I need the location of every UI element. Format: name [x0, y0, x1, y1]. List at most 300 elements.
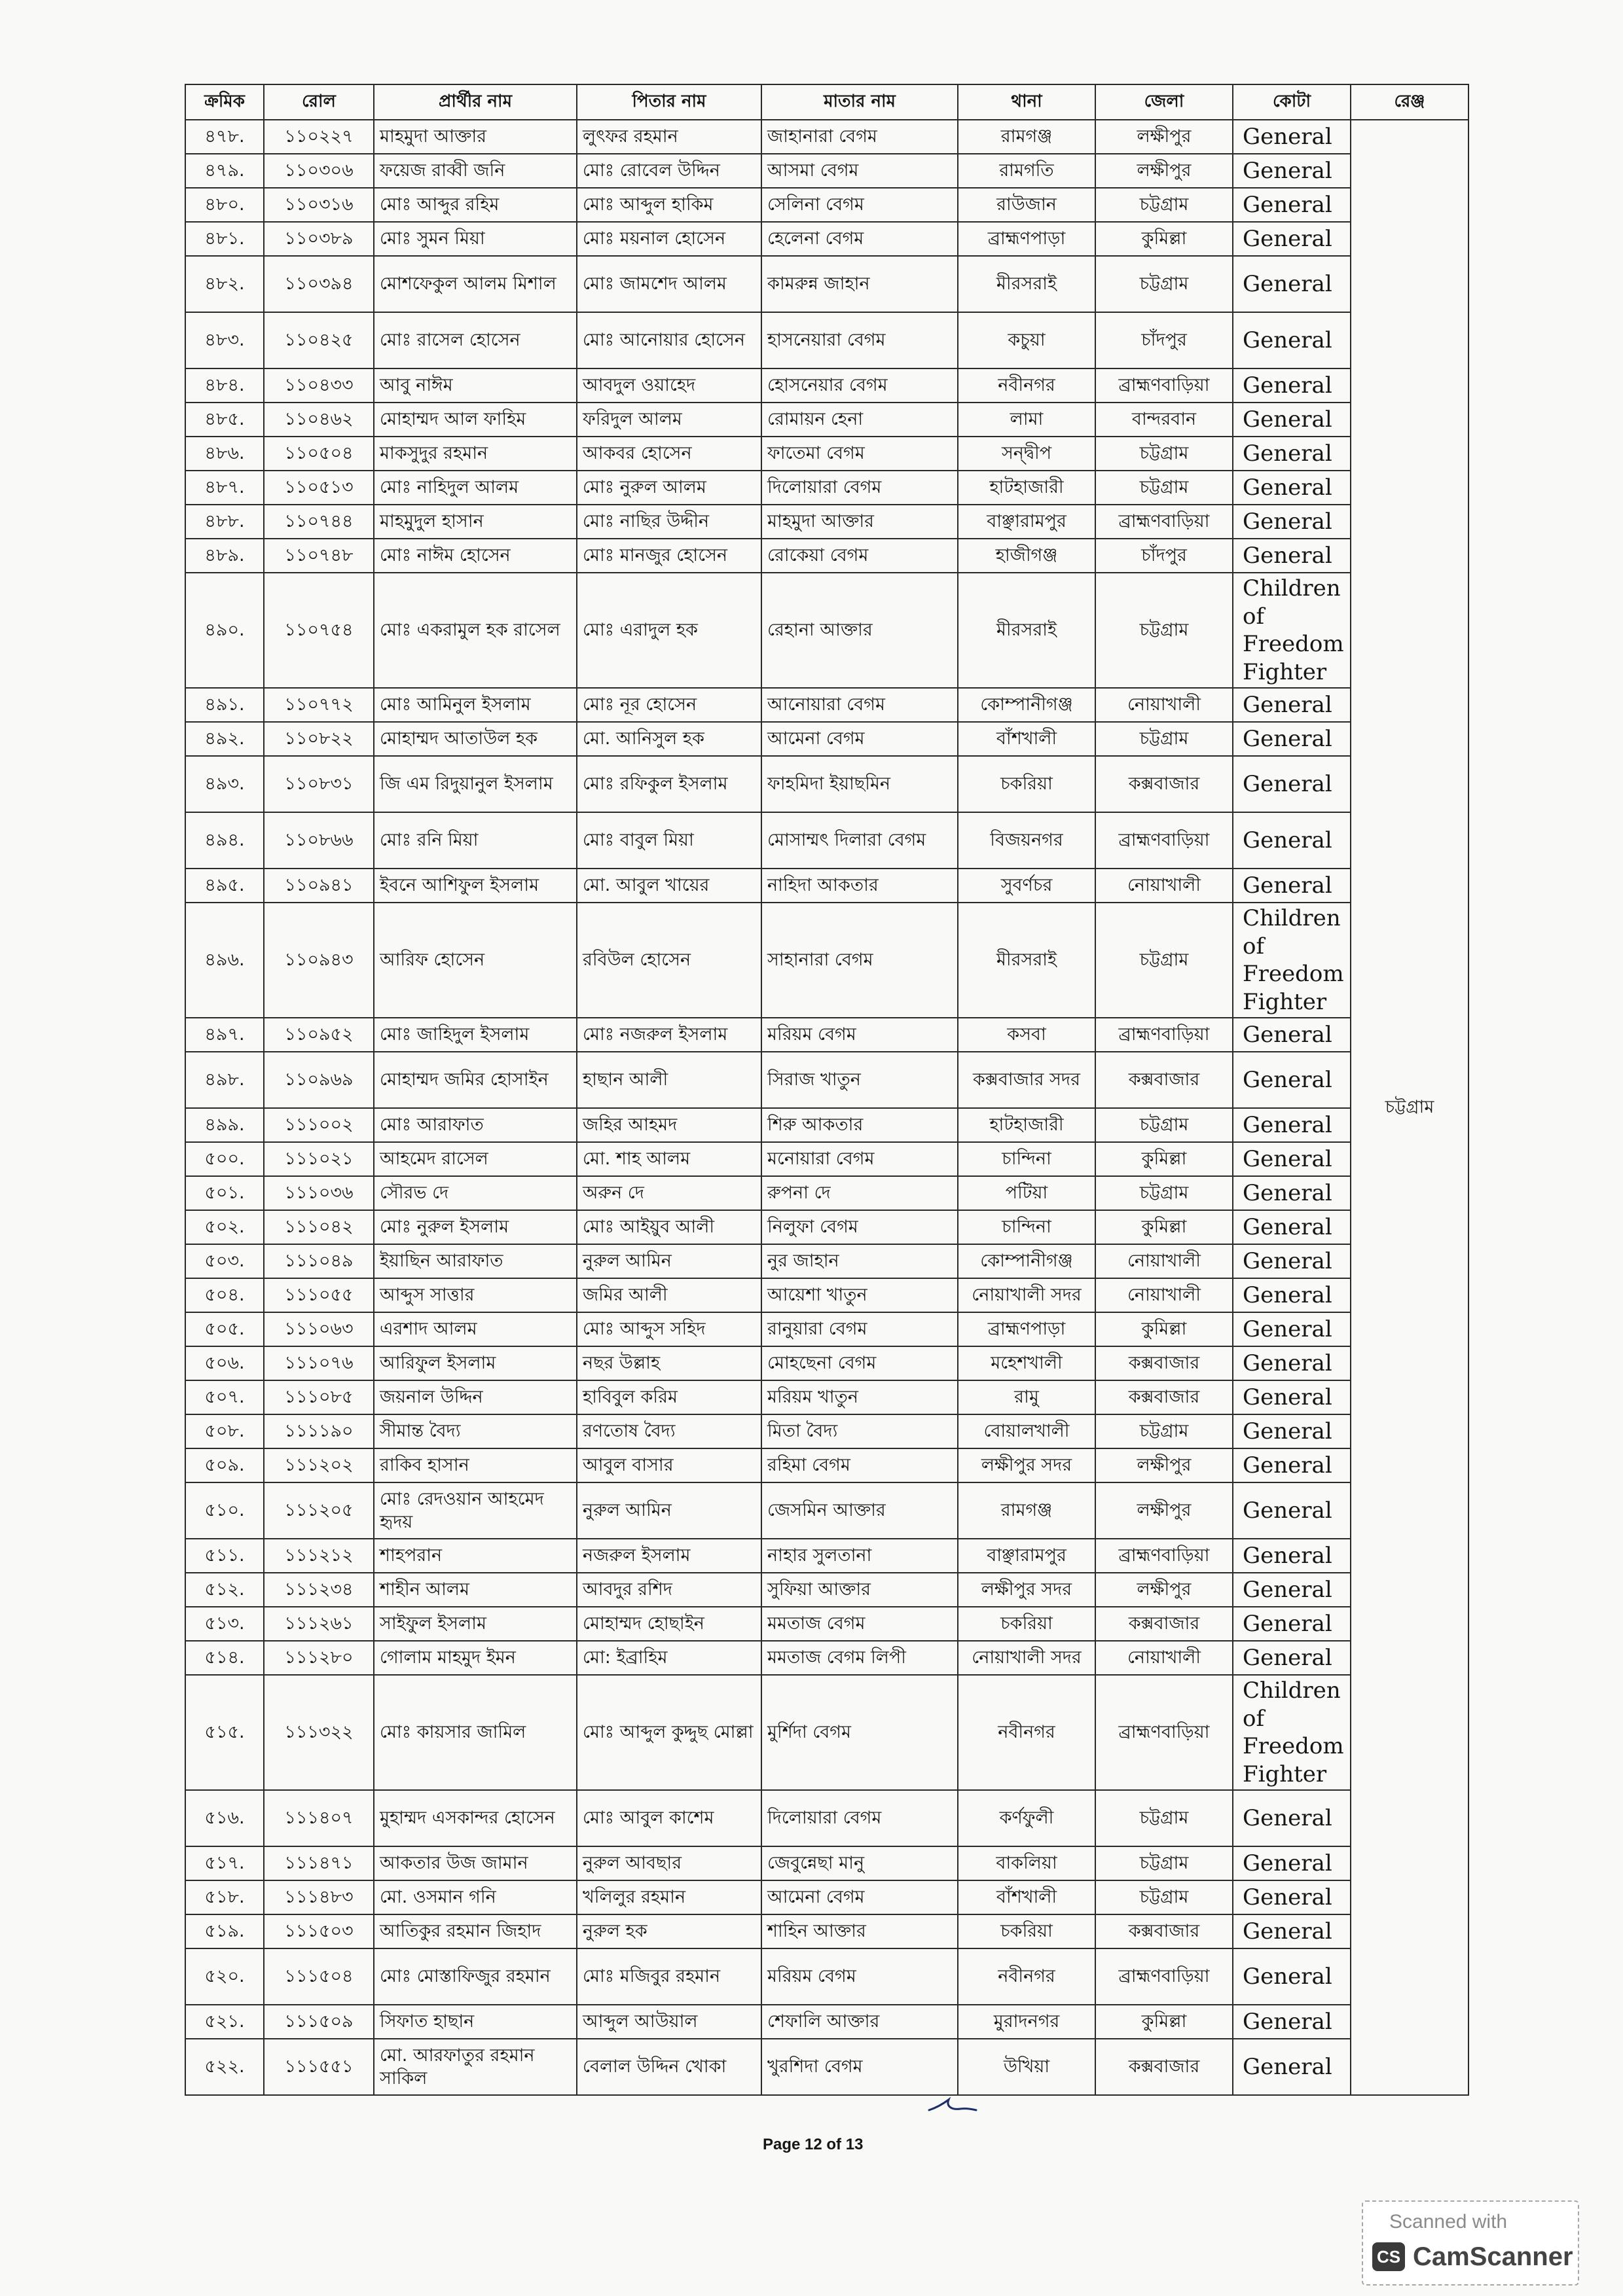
district-cell: বান্দরবান: [1095, 403, 1233, 437]
serial-cell: ৫০০.: [185, 1142, 264, 1176]
quota-cell: General: [1233, 1607, 1351, 1641]
candidate-name-cell: আরিফুল ইসলাম: [374, 1346, 577, 1380]
candidate-name-cell: আব্দুস সাত্তার: [374, 1278, 577, 1312]
table-row: [185, 1790, 1468, 1846]
roll-cell: ১১০৩১৬: [264, 188, 374, 222]
upazila-cell: চকরিয়া: [958, 1607, 1095, 1641]
roll-cell: ১১০৯৪৩: [264, 903, 374, 1018]
roll-cell: ১১১২৮০: [264, 1641, 374, 1675]
upazila-cell: বোয়ালখালী: [958, 1414, 1095, 1448]
serial-cell: ৪৮৬.: [185, 437, 264, 471]
serial-cell: ৪৮৯.: [185, 539, 264, 573]
roll-cell: ১১০৯৬৯: [264, 1052, 374, 1108]
mother-name-cell: খুরশিদা বেগম: [761, 2039, 958, 2095]
candidate-name-cell: সিফাত হাছান: [374, 2005, 577, 2039]
roll-cell: ১১১৫০৩: [264, 1914, 374, 1948]
roll-cell: ১১০৩০৬: [264, 154, 374, 188]
candidate-name-cell: মো. আরফাতুর রহমান সাকিল: [374, 2039, 577, 2095]
serial-cell: ৪৯৫.: [185, 869, 264, 903]
table-row: [185, 154, 1468, 188]
serial-cell: ৫১৬.: [185, 1790, 264, 1846]
table-row: [185, 505, 1468, 539]
district-cell: ব্রাহ্মণবাড়িয়া: [1095, 505, 1233, 539]
district-cell: চট্টগ্রাম: [1095, 471, 1233, 505]
quota-cell: General: [1233, 1142, 1351, 1176]
roll-cell: ১১০৭৫৪: [264, 573, 374, 688]
camscanner-watermark: [1362, 2200, 1579, 2286]
father-name-cell: মোঃ মজিবুর রহমান: [577, 1948, 761, 2005]
roll-cell: ১১০৮৩১: [264, 756, 374, 812]
candidate-name-cell: মাকসুদুর রহমান: [374, 437, 577, 471]
serial-cell: ৪৭৮.: [185, 120, 264, 154]
roll-cell: ১১০২২৭: [264, 120, 374, 154]
quota-cell: General: [1233, 1210, 1351, 1244]
serial-cell: ৫১৯.: [185, 1914, 264, 1948]
quota-cell: General: [1233, 869, 1351, 903]
quota-cell: General: [1233, 1052, 1351, 1108]
quota-cell: General: [1233, 256, 1351, 312]
roll-cell: ১১১০৬৩: [264, 1312, 374, 1346]
candidate-name-cell: মোঃ রাসেল হোসেন: [374, 312, 577, 368]
father-name-cell: মোঃ রফিকুল ইসলাম: [577, 756, 761, 812]
mother-name-cell: নুর জাহান: [761, 1244, 958, 1278]
quota-cell: General: [1233, 1414, 1351, 1448]
serial-cell: ৫১৭.: [185, 1846, 264, 1880]
district-cell: চাঁদপুর: [1095, 312, 1233, 368]
table-header-row: [185, 84, 1468, 120]
father-name-cell: মোঃ নজরুল ইসলাম: [577, 1018, 761, 1052]
district-cell: নোয়াখালী: [1095, 688, 1233, 722]
upazila-cell: মীরসরাই: [958, 256, 1095, 312]
serial-cell: ৪৯৯.: [185, 1108, 264, 1142]
candidate-name-cell: সাইফুল ইসলাম: [374, 1607, 577, 1641]
mother-name-cell: শেফালি আক্তার: [761, 2005, 958, 2039]
father-name-cell: মোঃ আইয়ুব আলী: [577, 1210, 761, 1244]
mother-name-cell: জাহানারা বেগম: [761, 120, 958, 154]
father-name-cell: মোঃ মানজুর হোসেন: [577, 539, 761, 573]
quota-cell: General: [1233, 1846, 1351, 1880]
upazila-cell: সন্দ্বীপ: [958, 437, 1095, 471]
mother-name-cell: আনোয়ারা বেগম: [761, 688, 958, 722]
district-cell: নোয়াখালী: [1095, 1244, 1233, 1278]
candidate-name-cell: এরশাদ আলম: [374, 1312, 577, 1346]
quota-cell: Children of Freedom Fighter: [1233, 573, 1351, 688]
table-row: [185, 1018, 1468, 1052]
father-name-cell: মোঃ আব্দুল কুদ্দুছ মোল্লা: [577, 1675, 761, 1790]
district-cell: লক্ষীপুর: [1095, 1482, 1233, 1539]
table-row: [185, 403, 1468, 437]
mother-name-cell: রেহানা আক্তার: [761, 573, 958, 688]
mother-name-cell: শাহিন আক্তার: [761, 1914, 958, 1948]
candidate-name-cell: মোঃ নুরুল ইসলাম: [374, 1210, 577, 1244]
roll-cell: ১১১২০৫: [264, 1482, 374, 1539]
table-row: [185, 1176, 1468, 1210]
mother-name-cell: সুফিয়া আক্তার: [761, 1573, 958, 1607]
father-name-cell: মোহাম্মদ হোছাইন: [577, 1607, 761, 1641]
candidate-name-cell: আতিকুর রহমান জিহাদ: [374, 1914, 577, 1948]
father-name-cell: মোঃ রোবেল উদ্দিন: [577, 154, 761, 188]
serial-cell: ৫১৪.: [185, 1641, 264, 1675]
district-cell: চট্টগ্রাম: [1095, 437, 1233, 471]
serial-cell: ৫০১.: [185, 1176, 264, 1210]
candidate-name-cell: জি এম রিদুয়ানুল ইসলাম: [374, 756, 577, 812]
district-cell: কুমিল্লা: [1095, 1312, 1233, 1346]
father-name-cell: হাবিবুল করিম: [577, 1380, 761, 1414]
upazila-cell: নবীনগর: [958, 1675, 1095, 1790]
mother-name-cell: মরিয়ম খাতুন: [761, 1380, 958, 1414]
upazila-cell: নোয়াখালী সদর: [958, 1641, 1095, 1675]
father-name-cell: নুরুল আমিন: [577, 1244, 761, 1278]
candidate-name-cell: সৌরভ দে: [374, 1176, 577, 1210]
upazila-cell: রামু: [958, 1380, 1095, 1414]
upazila-cell: রাউজান: [958, 188, 1095, 222]
candidate-name-cell: মোঃ জাহিদুল ইসলাম: [374, 1018, 577, 1052]
table-row: [185, 1539, 1468, 1573]
mother-name-cell: রোমায়ন হেনা: [761, 403, 958, 437]
mother-name-cell: সেলিনা বেগম: [761, 188, 958, 222]
candidate-name-cell: মোঃ রেদওয়ান আহমেদ হৃদয়: [374, 1482, 577, 1539]
table-row: [185, 1607, 1468, 1641]
range-cell: চট্টগ্রাম: [1351, 120, 1468, 2095]
quota-cell: General: [1233, 403, 1351, 437]
father-name-cell: নছর উল্লাহ: [577, 1346, 761, 1380]
mother-name-cell: জেবুন্নেছা মানু: [761, 1846, 958, 1880]
quota-cell: General: [1233, 2039, 1351, 2095]
serial-cell: ৪৯২.: [185, 722, 264, 756]
upazila-cell: পটিয়া: [958, 1176, 1095, 1210]
quota-cell: Children of Freedom Fighter: [1233, 1675, 1351, 1790]
watermark-scanned-text: Scanned with: [1389, 2211, 1508, 2233]
mother-name-cell: নাহিদা আকতার: [761, 869, 958, 903]
district-cell: চাঁদপুর: [1095, 539, 1233, 573]
mother-name-cell: আয়েশা খাতুন: [761, 1278, 958, 1312]
roll-cell: ১১১৫০৯: [264, 2005, 374, 2039]
roll-cell: ১১০৯৫২: [264, 1018, 374, 1052]
upazila-cell: মীরসরাই: [958, 573, 1095, 688]
father-name-cell: নুরুল আবছার: [577, 1846, 761, 1880]
candidate-name-cell: মোঃ সুমন মিয়া: [374, 222, 577, 256]
candidate-name-cell: মোঃ আমিনুল ইসলাম: [374, 688, 577, 722]
district-cell: চট্টগ্রাম: [1095, 1846, 1233, 1880]
roll-cell: ১১১৪৭১: [264, 1846, 374, 1880]
quota-cell: General: [1233, 1880, 1351, 1914]
quota-cell: General: [1233, 1573, 1351, 1607]
table-row: [185, 1210, 1468, 1244]
candidate-name-cell: মোঃ মোস্তাফিজুর রহমান: [374, 1948, 577, 2005]
serial-cell: ৪৯৭.: [185, 1018, 264, 1052]
district-cell: লক্ষীপুর: [1095, 120, 1233, 154]
district-cell: নোয়াখালী: [1095, 869, 1233, 903]
district-cell: নোয়াখালী: [1095, 1641, 1233, 1675]
father-name-cell: নজরুল ইসলাম: [577, 1539, 761, 1573]
district-cell: ব্রাহ্মণবাড়িয়া: [1095, 368, 1233, 403]
roll-cell: ১১০৪৬২: [264, 403, 374, 437]
father-name-cell: অরুন দে: [577, 1176, 761, 1210]
mother-name-cell: হাসনেয়ারা বেগম: [761, 312, 958, 368]
serial-cell: ৫১৩.: [185, 1607, 264, 1641]
candidate-name-cell: আহমেদ রাসেল: [374, 1142, 577, 1176]
candidate-name-cell: গোলাম মাহমুদ ইমন: [374, 1641, 577, 1675]
serial-cell: ৪৯৪.: [185, 812, 264, 869]
mother-name-cell: মাহমুদা আক্তার: [761, 505, 958, 539]
candidate-name-cell: মোঃ আরাফাত: [374, 1108, 577, 1142]
district-cell: লক্ষীপুর: [1095, 1448, 1233, 1482]
candidate-name-cell: ফয়েজ রাব্বী জনি: [374, 154, 577, 188]
candidate-name-cell: মোঃ কায়সার জামিল: [374, 1675, 577, 1790]
serial-cell: ৫২১.: [185, 2005, 264, 2039]
upazila-cell: নবীনগর: [958, 368, 1095, 403]
roll-cell: ১১১০০২: [264, 1108, 374, 1142]
upazila-cell: চকরিয়া: [958, 1914, 1095, 1948]
serial-cell: ৪৭৯.: [185, 154, 264, 188]
district-cell: চট্টগ্রাম: [1095, 903, 1233, 1018]
table-row: [185, 722, 1468, 756]
table-row: [185, 188, 1468, 222]
quota-cell: Children of Freedom Fighter: [1233, 903, 1351, 1018]
table-row: [185, 1482, 1468, 1539]
serial-cell: ৫০২.: [185, 1210, 264, 1244]
roll-cell: ১১১০৭৬: [264, 1346, 374, 1380]
roll-cell: ১১১২১২: [264, 1539, 374, 1573]
table-row: [185, 2005, 1468, 2039]
district-cell: লক্ষীপুর: [1095, 154, 1233, 188]
candidate-name-cell: মুহাম্মদ এসকান্দর হোসেন: [374, 1790, 577, 1846]
upazila-cell: লামা: [958, 403, 1095, 437]
mother-name-cell: ফাতেমা বেগম: [761, 437, 958, 471]
father-name-cell: খলিলুর রহমান: [577, 1880, 761, 1914]
mother-name-cell: আমেনা বেগম: [761, 722, 958, 756]
roll-cell: ১১০৪৩৩: [264, 368, 374, 403]
mother-name-cell: সিরাজ খাতুন: [761, 1052, 958, 1108]
father-name-cell: মোঃ আব্দুস সহিদ: [577, 1312, 761, 1346]
table-row: [185, 312, 1468, 368]
district-cell: কক্সবাজার: [1095, 1052, 1233, 1108]
upazila-cell: রামগঞ্জ: [958, 1482, 1095, 1539]
candidate-name-cell: আকতার উজ জামান: [374, 1846, 577, 1880]
roll-cell: ১১০৪২৫: [264, 312, 374, 368]
father-name-cell: হাছান আলী: [577, 1052, 761, 1108]
upazila-cell: কোম্পানীগঞ্জ: [958, 1244, 1095, 1278]
mother-name-cell: রোকেয়া বেগম: [761, 539, 958, 573]
table-row: [185, 2039, 1468, 2095]
table-row: [185, 1914, 1468, 1948]
mother-name-cell: মনোয়ারা বেগম: [761, 1142, 958, 1176]
table-row: [185, 1573, 1468, 1607]
quota-cell: General: [1233, 1914, 1351, 1948]
table-row: [185, 1380, 1468, 1414]
father-name-cell: মোঃ নাছির উদ্দীন: [577, 505, 761, 539]
quota-cell: General: [1233, 756, 1351, 812]
table-row: [185, 1346, 1468, 1380]
roll-cell: ১১১০৪২: [264, 1210, 374, 1244]
upazila-cell: উখিয়া: [958, 2039, 1095, 2095]
district-cell: চট্টগ্রাম: [1095, 573, 1233, 688]
serial-cell: ৪৮১.: [185, 222, 264, 256]
quota-cell: General: [1233, 1108, 1351, 1142]
quota-cell: General: [1233, 368, 1351, 403]
header-father-name: পিতার নাম: [577, 84, 761, 120]
candidate-name-cell: মো. ওসমান গনি: [374, 1880, 577, 1914]
upazila-cell: কক্সবাজার সদর: [958, 1052, 1095, 1108]
upazila-cell: কোম্পানীগঞ্জ: [958, 688, 1095, 722]
quota-cell: General: [1233, 120, 1351, 154]
upazila-cell: নোয়াখালী সদর: [958, 1278, 1095, 1312]
table-row: [185, 869, 1468, 903]
mother-name-cell: রুপনা দে: [761, 1176, 958, 1210]
camscanner-logo-icon: CS: [1372, 2242, 1405, 2271]
father-name-cell: জমির আলী: [577, 1278, 761, 1312]
roll-cell: ১১০৯৪১: [264, 869, 374, 903]
page-number: Page 12 of 13: [763, 2136, 864, 2153]
serial-cell: ৫০৯.: [185, 1448, 264, 1482]
serial-cell: ৪৮৫.: [185, 403, 264, 437]
upazila-cell: বাঞ্ছারামপুর: [958, 1539, 1095, 1573]
roll-cell: ১১০৫১৩: [264, 471, 374, 505]
mother-name-cell: হোসনেয়ার বেগম: [761, 368, 958, 403]
table-row: [185, 1108, 1468, 1142]
mother-name-cell: মোহছেনা বেগম: [761, 1346, 958, 1380]
quota-cell: General: [1233, 1278, 1351, 1312]
serial-cell: ৫২০.: [185, 1948, 264, 2005]
header-range: রেঞ্জ: [1351, 84, 1468, 120]
quota-cell: General: [1233, 188, 1351, 222]
mother-name-cell: মরিয়ম বেগম: [761, 1018, 958, 1052]
upazila-cell: নবীনগর: [958, 1948, 1095, 2005]
quota-cell: General: [1233, 1948, 1351, 2005]
upazila-cell: বিজয়নগর: [958, 812, 1095, 869]
candidate-name-cell: মোহাম্মদ আতাউল হক: [374, 722, 577, 756]
header-district: জেলা: [1095, 84, 1233, 120]
table-row: [185, 539, 1468, 573]
quota-cell: General: [1233, 1539, 1351, 1573]
roll-cell: ১১০৮৬৬: [264, 812, 374, 869]
roll-cell: ১১০৭৪৮: [264, 539, 374, 573]
district-cell: কক্সবাজার: [1095, 1346, 1233, 1380]
mother-name-cell: মিতা বৈদ্য: [761, 1414, 958, 1448]
roll-cell: ১১১২৩৪: [264, 1573, 374, 1607]
upazila-cell: বাকলিয়া: [958, 1846, 1095, 1880]
mother-name-cell: মরিয়ম বেগম: [761, 1948, 958, 2005]
father-name-cell: মোঃ এরাদুল হক: [577, 573, 761, 688]
table-row: [185, 573, 1468, 688]
roll-cell: ১১০৭৪৪: [264, 505, 374, 539]
table-row: [185, 1414, 1468, 1448]
district-cell: কক্সবাজার: [1095, 1380, 1233, 1414]
district-cell: লক্ষীপুর: [1095, 1573, 1233, 1607]
table-row: [185, 903, 1468, 1018]
mother-name-cell: জেসমিন আক্তার: [761, 1482, 958, 1539]
father-name-cell: আকবর হোসেন: [577, 437, 761, 471]
father-name-cell: মো. শাহ আলম: [577, 1142, 761, 1176]
district-cell: কুমিল্লা: [1095, 1142, 1233, 1176]
upazila-cell: হাজীগঞ্জ: [958, 539, 1095, 573]
district-cell: কক্সবাজার: [1095, 1607, 1233, 1641]
district-cell: কুমিল্লা: [1095, 2005, 1233, 2039]
father-name-cell: মোঃ আবুল কাশেম: [577, 1790, 761, 1846]
header-candidate-name: প্রার্থীর নাম: [374, 84, 577, 120]
upazila-cell: বাঁশখালী: [958, 722, 1095, 756]
father-name-cell: লুৎফর রহমান: [577, 120, 761, 154]
district-cell: ব্রাহ্মণবাড়িয়া: [1095, 1539, 1233, 1573]
quota-cell: General: [1233, 1790, 1351, 1846]
father-name-cell: মোঃ ময়নাল হোসেন: [577, 222, 761, 256]
quota-cell: General: [1233, 1448, 1351, 1482]
mother-name-cell: মমতাজ বেগম লিপী: [761, 1641, 958, 1675]
quota-cell: General: [1233, 1176, 1351, 1210]
table-row: [185, 1846, 1468, 1880]
district-cell: কক্সবাজার: [1095, 2039, 1233, 2095]
roll-cell: ১১০৭৭২: [264, 688, 374, 722]
mother-name-cell: মমতাজ বেগম: [761, 1607, 958, 1641]
mother-name-cell: আমেনা বেগম: [761, 1880, 958, 1914]
quota-cell: General: [1233, 812, 1351, 869]
district-cell: কুমিল্লা: [1095, 1210, 1233, 1244]
upazila-cell: কর্ণফুলী: [958, 1790, 1095, 1846]
quota-cell: General: [1233, 1380, 1351, 1414]
candidate-name-cell: মোঃ নাহিদুল আলম: [374, 471, 577, 505]
upazila-cell: সুবর্ণচর: [958, 869, 1095, 903]
table-row: [185, 437, 1468, 471]
roll-cell: ১১১০২১: [264, 1142, 374, 1176]
serial-cell: ৪৮৩.: [185, 312, 264, 368]
district-cell: নোয়াখালী: [1095, 1278, 1233, 1312]
table-row: [185, 756, 1468, 812]
candidate-name-cell: মাহমুদুল হাসান: [374, 505, 577, 539]
upazila-cell: রামগতি: [958, 154, 1095, 188]
district-cell: চট্টগ্রাম: [1095, 1880, 1233, 1914]
mother-name-cell: দিলোয়ারা বেগম: [761, 471, 958, 505]
district-cell: ব্রাহ্মণবাড়িয়া: [1095, 812, 1233, 869]
upazila-cell: রামগঞ্জ: [958, 120, 1095, 154]
table-row: [185, 1880, 1468, 1914]
upazila-cell: হাটহাজারী: [958, 471, 1095, 505]
quota-cell: General: [1233, 688, 1351, 722]
quota-cell: General: [1233, 722, 1351, 756]
serial-cell: ৫০৪.: [185, 1278, 264, 1312]
roll-cell: ১১১১৯০: [264, 1414, 374, 1448]
district-cell: ব্রাহ্মণবাড়িয়া: [1095, 1948, 1233, 2005]
mother-name-cell: মুর্শিদা বেগম: [761, 1675, 958, 1790]
upazila-cell: বাঁশখালী: [958, 1880, 1095, 1914]
serial-cell: ৪৯১.: [185, 688, 264, 722]
upazila-cell: মহেশখালী: [958, 1346, 1095, 1380]
quota-cell: General: [1233, 1641, 1351, 1675]
candidate-name-cell: ইয়াছিন আরাফাত: [374, 1244, 577, 1278]
watermark-brand: CamScanner: [1413, 2242, 1573, 2271]
quota-cell: General: [1233, 222, 1351, 256]
serial-cell: ৫১০.: [185, 1482, 264, 1539]
district-cell: চট্টগ্রাম: [1095, 1790, 1233, 1846]
serial-cell: ৪৮৮.: [185, 505, 264, 539]
mother-name-cell: নিলুফা বেগম: [761, 1210, 958, 1244]
upazila-cell: মুরাদনগর: [958, 2005, 1095, 2039]
roll-cell: ১১১০৫৫: [264, 1278, 374, 1312]
roll-cell: ১১১৫৫১: [264, 2039, 374, 2095]
quota-cell: General: [1233, 1482, 1351, 1539]
serial-cell: ৫১৮.: [185, 1880, 264, 1914]
roll-cell: ১১১৩২২: [264, 1675, 374, 1790]
table-row: [185, 1052, 1468, 1108]
roll-cell: ১১০৩৮৯: [264, 222, 374, 256]
quota-cell: General: [1233, 2005, 1351, 2039]
serial-cell: ৪৯০.: [185, 573, 264, 688]
serial-cell: ৪৯৮.: [185, 1052, 264, 1108]
header-roll: রোল: [264, 84, 374, 120]
father-name-cell: মো: ইব্রাহিম: [577, 1641, 761, 1675]
candidate-name-cell: শাহপরান: [374, 1539, 577, 1573]
quota-cell: General: [1233, 1312, 1351, 1346]
table-row: [185, 1448, 1468, 1482]
